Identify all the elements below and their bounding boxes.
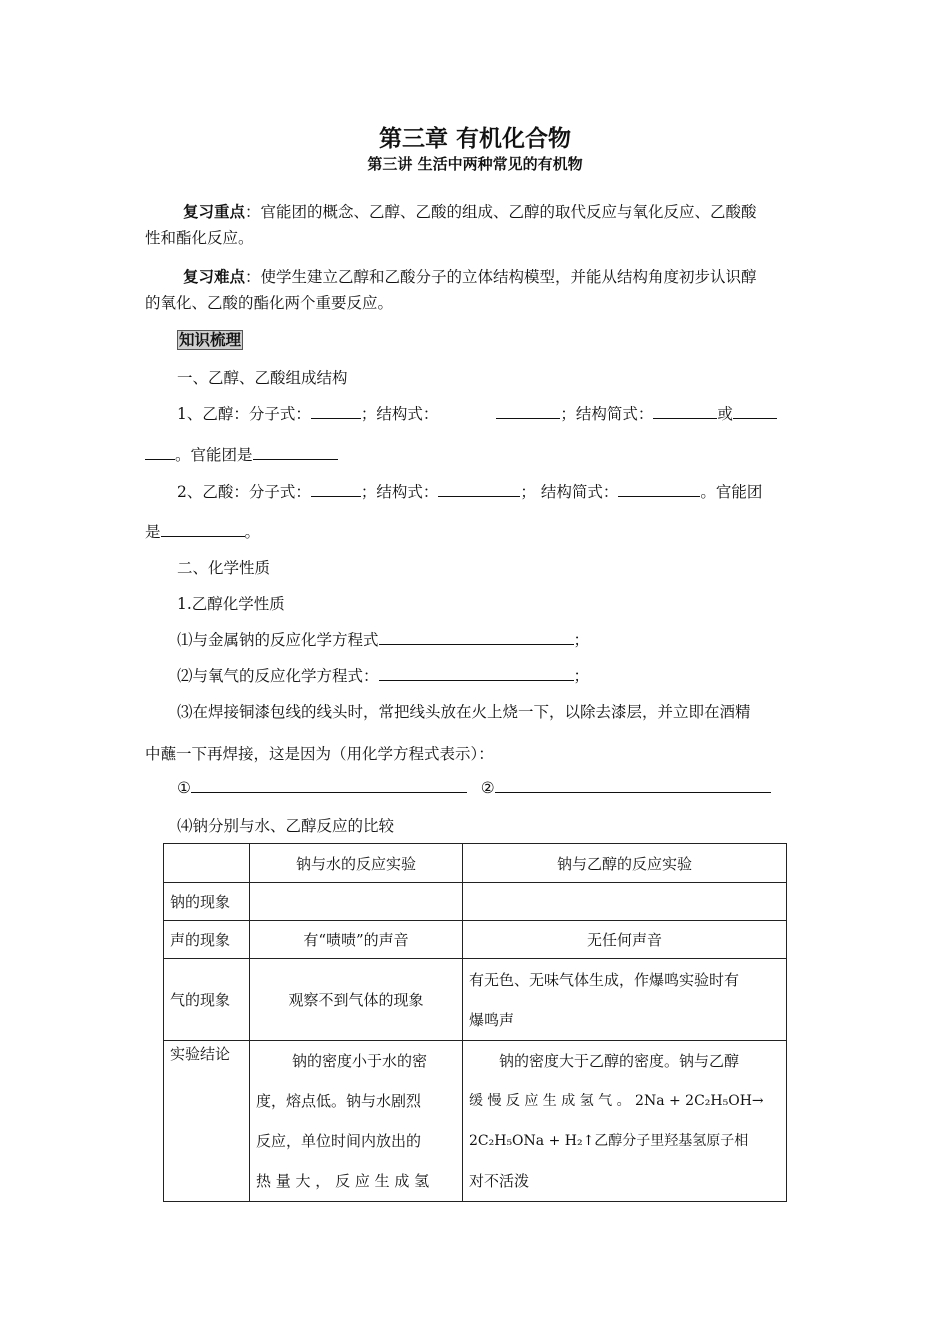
ethanol-functional-group-blank[interactable] xyxy=(253,445,338,460)
oxygen-equation-blank[interactable] xyxy=(379,666,574,681)
knowledge-section-label: 知识梳理 xyxy=(179,331,242,349)
table-cell: 有无色、无味气体生成，作爆鸣实验时有 爆鸣声 xyxy=(463,959,787,1041)
table-cell: 钠的密度大于乙醇的密度。钠与乙醇 缓 慢 反 应 生 成 氢 气 。 2Na + 2C₂H₅OH→ 2C₂H₅ONa + H₂↑乙醇分子里羟基氢原子相 对不活泼 xyxy=(463,1041,787,1202)
question-1: ⑴与金属钠的反应化学方程式 ； xyxy=(177,631,590,649)
ethanol-structure-blank[interactable] xyxy=(496,404,560,419)
answer-2-blank[interactable] xyxy=(495,778,771,793)
row-label: 钠的现象 xyxy=(164,883,250,921)
answer-1-blank[interactable] xyxy=(191,778,467,793)
question-2: ⑵与氧气的反应化学方程式： ； xyxy=(177,667,590,685)
table-header-cell: 钠与乙醇的反应实验 xyxy=(463,844,787,883)
row-label: 声的现象 xyxy=(164,921,250,959)
table-row xyxy=(164,921,787,959)
table-row xyxy=(164,959,787,1041)
acid-line-2: 是 。 xyxy=(145,523,261,541)
table-cell: 无任何声音 xyxy=(463,921,787,959)
focus-label: 复习重点 xyxy=(183,203,246,221)
part2-heading: 二、化学性质 xyxy=(177,559,271,577)
table-row xyxy=(164,883,787,921)
table-header-cell: 钠与水的反应实验 xyxy=(250,844,463,883)
row-label: 实验结论 xyxy=(164,1041,250,1202)
acid-formula-blank[interactable] xyxy=(311,482,361,497)
focus-line-1 xyxy=(183,200,757,222)
acid-structure-blank[interactable] xyxy=(438,482,520,497)
table-cell[interactable] xyxy=(250,883,463,921)
difficulty-label: 复习难点 xyxy=(183,268,246,286)
acid-functional-group-blank[interactable] xyxy=(161,522,245,537)
page-subtitle: 第三讲 生活中两种常见的有机物 xyxy=(367,155,583,173)
table-cell[interactable] xyxy=(463,883,787,921)
ethanol-short-structure-alt-blank[interactable] xyxy=(733,404,777,419)
ethanol-formula-blank[interactable] xyxy=(311,404,361,419)
difficulty-line-1 xyxy=(183,265,757,287)
question-3-line-2: 中蘸一下再焊接，这是因为（用化学方程式表示）： xyxy=(145,745,494,763)
table-row xyxy=(164,1041,787,1202)
table-cell: 钠的密度小于水的密 度，熔点低。钠与水剧烈 反应，单位时间内放出的 热 量 大 ， 反 应 生 成 氢 xyxy=(250,1041,463,1202)
question-3-line-1: ⑶在焊接铜漆包线的线头时，常把线头放在火上烧一下，以除去漆层，并立即在酒精 xyxy=(177,703,751,721)
ethanol-line-1: 1、乙醇：分子式： ；结构式： ；结构简式： 或 xyxy=(177,402,777,424)
comparison-table xyxy=(163,843,787,1202)
row-label: 气的现象 xyxy=(164,959,250,1041)
difficulty-line-2: 的氧化、乙酸的酯化两个重要反应。 xyxy=(145,294,394,312)
ethanol-short-structure-blank[interactable] xyxy=(653,404,717,419)
sodium-equation-blank[interactable] xyxy=(379,630,574,645)
question-4: ⑷钠分别与水、乙醇反应的比较 xyxy=(177,817,395,835)
table-header-cell xyxy=(164,844,250,883)
table-cell: 观察不到气体的现象 xyxy=(250,959,463,1041)
acid-line-1: 2、乙酸：分子式： ；结构式： ； 结构简式： 。官能团 xyxy=(177,483,763,501)
acid-short-structure-blank[interactable] xyxy=(618,482,700,497)
table-cell: 有“啧啧”的声音 xyxy=(250,921,463,959)
focus-text: ：官能团的概念、乙醇、乙酸的组成、乙醇的取代反应与氧化反应、乙酸酸 xyxy=(245,203,757,221)
difficulty-text: ：使学生建立乙醇和乙酸分子的立体结构模型，并能从结构角度初步认识醇 xyxy=(245,268,757,286)
part1-heading: 一、乙醇、乙酸组成结构 xyxy=(177,369,348,387)
question-3-answers: ① ② xyxy=(177,778,771,797)
table-header-row xyxy=(164,844,787,883)
focus-line-2: 性和酯化反应。 xyxy=(145,229,254,247)
ethanol-line-2: 。官能团是 xyxy=(145,443,338,465)
ethanol-alt-continue-blank[interactable] xyxy=(145,445,175,460)
ethanol-chem-heading: 1.乙醇化学性质 xyxy=(177,595,285,613)
page-title: 第三章 有机化合物 xyxy=(378,126,571,152)
